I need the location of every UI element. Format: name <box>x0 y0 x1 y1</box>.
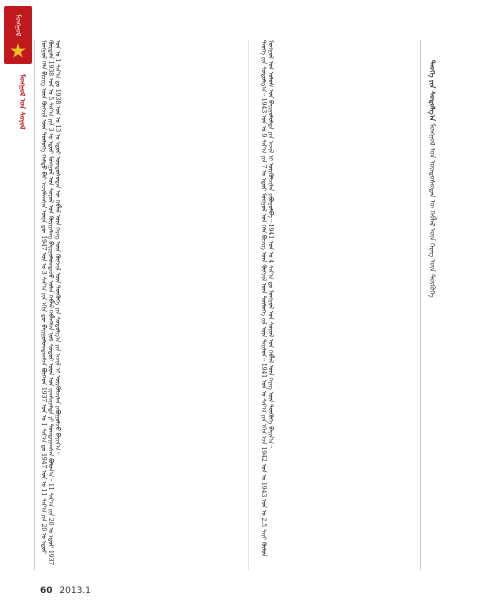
section-header: ᠮᠣᠩᠭᠣᠯ ᠤᠨ ᠰᠣᠶᠣᠯ <box>18 74 26 130</box>
logo-text: ᠮᠣᠩᠭᠣᠯ <box>14 14 22 37</box>
body-text-column-right: ᠲᠡᠤᠬᠡ ᠶᠢᠨ ᠰᠤᠳᠤᠯᠭ᠎ᠠ᠃ 1943 ᠣᠨ ᠤ 9 ᠰᠠᠷ᠎ᠠ ᠶᠢᠨ 7 ᠤ ᠡᠳᠦᠷ ᠮᠣᠩᠭᠣᠯ ᠤᠨ ᠬᠡᠯᠡ ᠪᠢᠴᠢᠭ ᠦᠨ ᠬᠥᠭᠵᠢᠯ ᠦᠨ ᠲᠥᠯᠦᠭᠡ ᠵᠢᠯ ᠦᠨ ᠲᠠᠶᠢᠯᠤᠨ᠃ 1941 ᠣᠨ ᠤ ᠰᠠᠷ᠎ᠠ ᠶᠢᠨ ᠡᠬᠢᠨ ᠡᠴᠡ 1942 ᠣᠨ ᠤ 1943 ᠣᠨ ᠤ 2.5 ᠰᠠᠶ᠋ᠢ ᠬᠦᠮᠦᠨ ᠮᠣᠩᠭᠣᠯ ᠤᠨ ᠤᠯᠤᠰ ᠤᠨ ᠪᠠᠶᠢᠭᠤᠯᠤᠯᠲᠠ ᠶᠢᠨ ᠠᠵᠢᠯ ᠢ ᠦᠷᠭᠦᠯᠵᠢᠯᠡᠨ ᠶᠠᠪᠤᠭᠤᠯᠪᠠ᠃ 1941 ᠣᠨ ᠤ 4 ᠰᠠᠷ᠎ᠠ ᠳᠤ ᠮᠣᠩᠭᠣᠯ ᠤᠨ ᠰᠣᠶᠣᠯ ᠤᠨ ᠬᠡᠪᠯᠡᠯ ᠦᠨ ᠬᠡᠷᠡᠭ ᠦᠨ ᠲᠦᠭᠦᠬᠡ ᠪᠠᠶᠢᠨ᠎ᠠ᠃ <box>260 40 274 557</box>
article-heading <box>426 60 438 298</box>
article-subtitle: ᠮᠣᠩᠭᠣᠯ ᠤᠨ ᠦᠨᠳᠦᠰᠦᠲᠡᠨ ᠦ ᠬᠡᠪᠯᠡᠯ ᠦᠨ ᠬᠡᠷᠡᠭ ᠦᠨ ᠲᠦᠭᠦᠬᠡ <box>428 123 436 298</box>
issue-label: 2013.1 <box>59 586 91 596</box>
page-number: 60 <box>40 586 53 596</box>
left-rule-divider <box>34 40 35 570</box>
star-icon <box>10 43 26 59</box>
right-rule-divider <box>420 40 421 570</box>
body-text-column-left: ᠮᠣᠩᠭᠣᠯ ᠬᠡᠯᠡ ᠪᠢᠴᠢᠭ ᠦᠨ ᠬᠥᠭᠵᠢᠯ ᠦᠨ ᠲᠥᠯᠦᠭᠡ ᠬᠠᠮᠲᠤ ᠪᠡᠷ ᠠᠵᠢᠯᠯᠠᠭᠰᠠᠨ ᠦᠶᠡ ᠳᠦ 1947 ᠣᠨ ᠤ 3 ᠰᠠᠷ᠎ᠠ ᠶᠢᠨ ᠡᠬᠢᠨ ᠳᠦ ᠪᠠᠶᠢᠭᠤᠯᠤᠭᠳᠠᠭᠰᠠᠨ ᠪᠥᠭᠡᠳ 1937 ᠣᠨ ᠤ 1 ᠰᠠᠷ᠎ᠠ ᠳᠤ 1947 ᠣᠨ ᠤ 11 ᠰᠠᠷ᠎ᠠ ᠶᠢᠨ 20 ᠤ ᠡᠳᠦᠷ ᠬᠦᠷᠲᠡᠯᠡ 1938 ᠣᠨ ᠤ 5 ᠰᠠᠷ᠎ᠠ ᠶᠢᠨ 3 ᠤ ᠡᠳᠦᠷ ᠮᠣᠩᠭᠣᠯ ᠤᠨ ᠰᠣᠶᠣᠯ ᠤᠨ ᠬᠦᠷᠢᠶᠡᠯᠡᠩ ᠪᠠᠶᠢᠭᠤᠯᠤᠭᠳᠠᠵᠤ ᠣᠯᠠᠨ ᠬᠡᠪᠯᠡᠯ ᠬᠡᠪᠯᠡᠭᠰᠡᠨ ᠨᠣᠮ ᠰᠤᠳᠤᠷ ᠤᠳ ᠤᠨ ᠵᠢᠭᠰᠠᠭᠠᠯᠲᠠ ᠶᠢ ᠲᠣᠭᠲᠠᠭᠠᠭᠰᠠᠨ ᠪᠣᠯᠤᠨ᠎ᠠ᠃ 11 ᠰᠠᠷ᠎ᠠ ᠶᠢᠨ 20 ᠤ ᠡᠳᠦᠷ 1937 ᠣᠨ ᠤ 1 ᠰᠠᠷ᠎ᠠ ᠳᠤ 1938 ᠣᠨ ᠤ 13 ᠤ ᠡᠳᠦᠷ ᠦᠨᠳᠦᠰᠦᠲᠡᠨ ᠦ ᠬᠡᠪᠯᠡᠯ ᠦᠨ ᠬᠡᠷᠡᠭ ᠦᠨ ᠬᠥᠭᠵᠢᠯ ᠦᠨ ᠲᠦᠭᠦᠬᠡ ᠶᠢᠨ ᠰᠤᠳᠤᠯᠭ᠎ᠠ ᠶᠢᠨ ᠠᠵᠢᠯ ᠢ ᠦᠷᠭᠦᠯᠵᠢᠯᠡᠨ ᠶᠠᠪᠤᠭᠤᠯᠵᠤ ᠪᠠᠶᠢᠨ᠎ᠠ᠃ <box>40 40 61 566</box>
article-title: ᠲᠡᠤᠬᠡ ᠶᠢᠨ ᠰᠤᠳᠤᠯᠭ᠎ᠠ <box>428 60 436 122</box>
journal-logo <box>4 6 32 64</box>
column-separator <box>248 40 249 570</box>
page-footer <box>40 586 91 596</box>
